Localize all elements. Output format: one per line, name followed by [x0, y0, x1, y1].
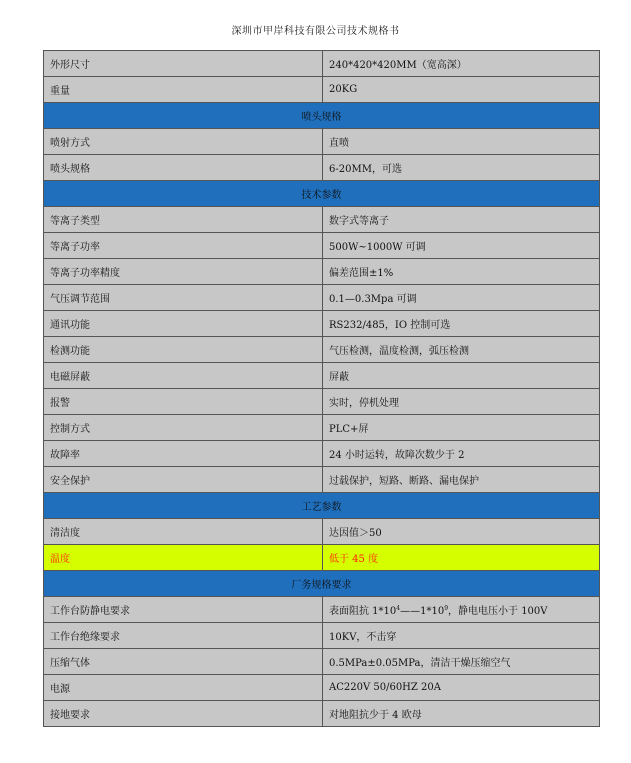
spec-label: 重量 — [44, 77, 323, 103]
spec-row — [44, 389, 600, 415]
section-title: 工艺参数 — [44, 493, 600, 519]
spec-label: 等离子功率精度 — [44, 259, 323, 285]
spec-label: 工作台防静电要求 — [44, 597, 323, 623]
spec-value: 240*420*420MM（宽高深） — [323, 51, 600, 77]
section-title: 技术参数 — [44, 181, 600, 207]
section-header-row — [44, 103, 600, 129]
spec-value: 屏蔽 — [323, 363, 600, 389]
spec-value: 0.1—0.3Mpa 可调 — [323, 285, 600, 311]
spec-value: RS232/485，IO 控制可选 — [323, 311, 600, 337]
spec-label: 喷射方式 — [44, 129, 323, 155]
spec-value: 直喷 — [323, 129, 600, 155]
spec-row — [44, 363, 600, 389]
section-title: 厂务规格要求 — [44, 571, 600, 597]
spec-value: 气压检测，温度检测，弧压检测 — [323, 337, 600, 363]
spec-value: 偏差范围±1% — [323, 259, 600, 285]
spec-value: 实时，停机处理 — [323, 389, 600, 415]
spec-value: 对地阻抗少于 4 欧母 — [323, 701, 600, 727]
spec-row — [44, 285, 600, 311]
spec-value: 达因值＞50 — [323, 519, 600, 545]
spec-value: 6-20MM，可选 — [323, 155, 600, 181]
spec-label: 清洁度 — [44, 519, 323, 545]
spec-label: 喷头规格 — [44, 155, 323, 181]
value-text: ——1*10 — [400, 606, 445, 617]
spec-row — [44, 155, 600, 181]
spec-value: 低于 45 度 — [323, 545, 600, 571]
spec-label: 气压调节范围 — [44, 285, 323, 311]
spec-row — [44, 233, 600, 259]
spec-label: 检测功能 — [44, 337, 323, 363]
value-text: 表面阻抗 1*10 — [329, 606, 397, 617]
spec-value — [323, 597, 600, 623]
spec-label: 控制方式 — [44, 415, 323, 441]
spec-row — [44, 415, 600, 441]
spec-row — [44, 259, 600, 285]
exponent: 9 — [444, 605, 449, 612]
section-header-row — [44, 571, 600, 597]
page-header: 深圳市甲岸科技有限公司技术规格书 — [231, 26, 400, 37]
spec-value: 数字式等离子 — [323, 207, 600, 233]
spec-value: 过载保护，短路、断路、漏电保护 — [323, 467, 600, 493]
spec-label: 工作台绝缘要求 — [44, 623, 323, 649]
spec-value: AC220V 50/60HZ 20A — [323, 675, 600, 701]
spec-row — [44, 701, 600, 727]
spec-value: 24 小时运转，故障次数少于 2 — [323, 441, 600, 467]
spec-label: 故障率 — [44, 441, 323, 467]
section-header-row — [44, 181, 600, 207]
spec-row — [44, 597, 600, 623]
spec-row — [44, 207, 600, 233]
spec-row — [44, 467, 600, 493]
spec-label: 等离子类型 — [44, 207, 323, 233]
spec-label: 等离子功率 — [44, 233, 323, 259]
section-header-row — [44, 493, 600, 519]
spec-value: 0.5MPa±0.05MPa，清洁干燥压缩空气 — [323, 649, 600, 675]
spec-row — [44, 649, 600, 675]
spec-value: PLC+屏 — [323, 415, 600, 441]
spec-label: 通讯功能 — [44, 311, 323, 337]
spec-row — [44, 675, 600, 701]
value-text: ，静电电压小于 100V — [448, 606, 548, 617]
spec-row — [44, 441, 600, 467]
spec-label: 电磁屏蔽 — [44, 363, 323, 389]
section-title: 喷头规格 — [44, 103, 600, 129]
spec-row — [44, 77, 600, 103]
spec-row — [44, 129, 600, 155]
spec-value: 500W~1000W 可调 — [323, 233, 600, 259]
spec-row — [44, 51, 600, 77]
spec-value: 10KV，不击穿 — [323, 623, 600, 649]
spec-row — [44, 311, 600, 337]
spec-label: 安全保护 — [44, 467, 323, 493]
spec-row-highlighted — [44, 545, 600, 571]
spec-label: 电源 — [44, 675, 323, 701]
spec-label: 报警 — [44, 389, 323, 415]
spec-label: 外形尺寸 — [44, 51, 323, 77]
spec-label: 接地要求 — [44, 701, 323, 727]
spec-row — [44, 519, 600, 545]
spec-label: 压缩气体 — [44, 649, 323, 675]
exponent: 4 — [396, 605, 401, 612]
spec-row — [44, 623, 600, 649]
spec-label: 温度 — [44, 545, 323, 571]
spec-value: 20KG — [323, 77, 600, 103]
spec-row — [44, 337, 600, 363]
spec-table — [43, 50, 600, 727]
